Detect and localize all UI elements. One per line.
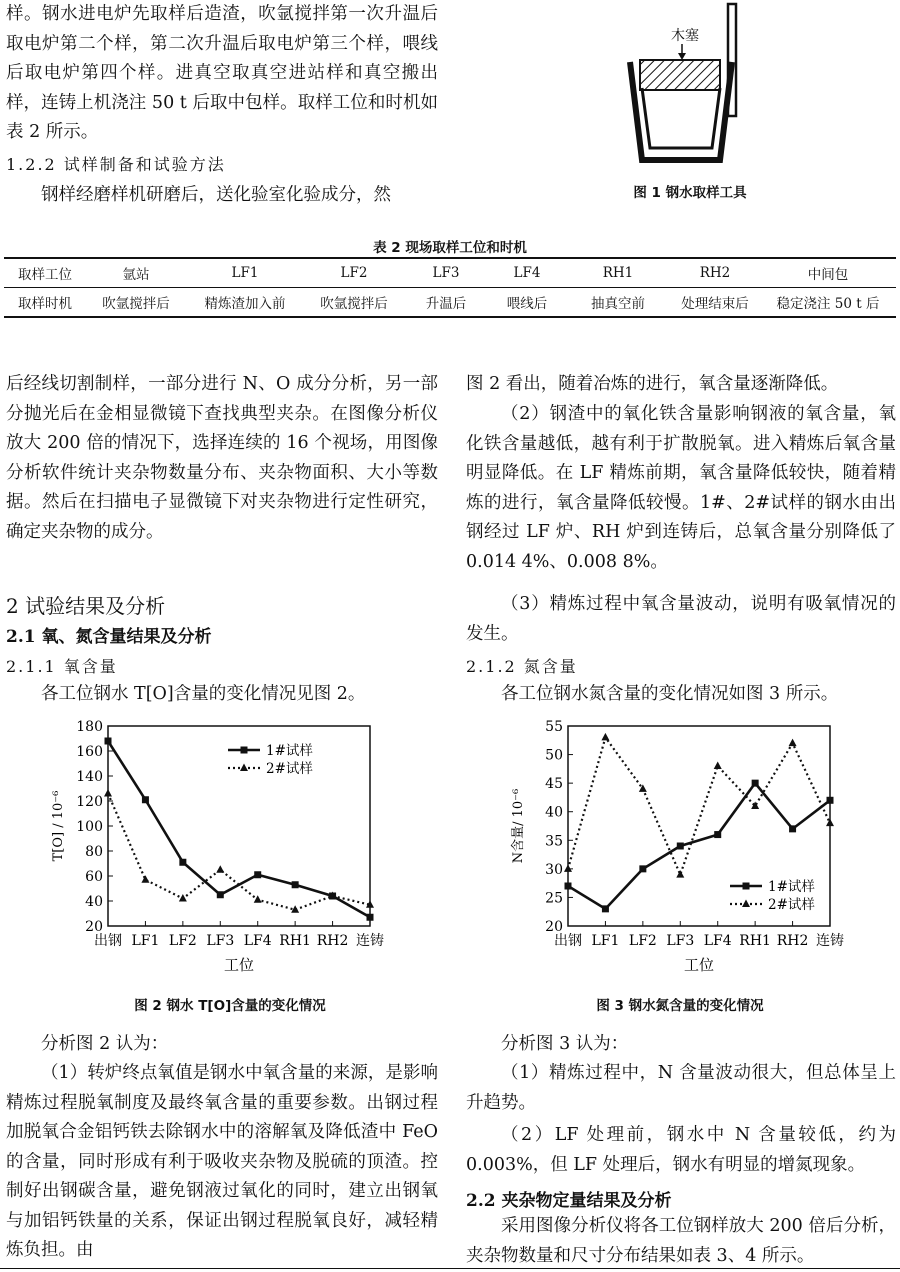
- data-point: [141, 875, 149, 883]
- prep-paragraph: 钢样经磨样机研磨后，送化验室化验成分，然: [41, 185, 391, 205]
- data-point: [827, 797, 834, 804]
- data-point: [751, 802, 759, 810]
- legend-label: 2#试样: [768, 897, 815, 913]
- data-point: [752, 780, 759, 787]
- x-axis-label: 工位: [223, 956, 255, 974]
- table-cell: RH2: [699, 265, 731, 281]
- analysis3-intro: 分析图 3 认为：: [501, 1034, 629, 1054]
- table-cell: RH1: [602, 265, 634, 281]
- figure1-caption: 图 1 钢水取样工具: [633, 185, 747, 201]
- table-cell: 稳定浇注 50 t 后: [776, 296, 880, 312]
- data-point: [104, 789, 112, 797]
- data-point: [601, 733, 609, 741]
- y-tick-label: 20: [85, 919, 103, 935]
- data-point: [367, 914, 374, 921]
- series-line-2: [108, 794, 370, 910]
- legend-label: 2#试样: [266, 761, 313, 777]
- intro-paragraph: 样。钢水进电炉先取样后造渣，吹氩搅拌第一次升温后取电炉第二个样，第二次升温后取电炉第三个样，喂线后取电炉第四个样。进真空取真空进站样和真空搬出样，连铸上机浇注 50 t 后取中包样。取样工位和时机如表 2 所示。: [6, 4, 438, 142]
- y-tick-label: 20: [545, 919, 563, 935]
- y-tick-label: 140: [76, 769, 103, 785]
- x-tick-label: LF4: [243, 933, 272, 949]
- legend-marker: [241, 747, 248, 754]
- data-point: [142, 796, 149, 803]
- table-cell: 中间包: [807, 267, 849, 283]
- legend-label: 1#试样: [266, 743, 313, 759]
- sampling-tool-figure: [615, 0, 765, 175]
- oxygen-intro: 各工位钢水 T[O]含量的变化情况见图 2。: [41, 684, 366, 704]
- x-tick-label: RH1: [279, 933, 311, 949]
- y-tick-label: 60: [85, 869, 103, 885]
- data-point: [292, 881, 299, 888]
- nitrogen-intro: 各工位钢水氮含量的变化情况如图 3 所示。: [501, 684, 839, 704]
- data-point: [826, 819, 834, 827]
- table-cell: 精炼渣加入前: [204, 296, 286, 312]
- data-point: [676, 870, 684, 878]
- data-point: [714, 831, 721, 838]
- analysis2-point3: （3）精炼过程中氧含量波动，说明有吸氧情况的发生。: [466, 594, 896, 644]
- y-tick-label: 40: [85, 894, 103, 910]
- table-cell: 吹氩搅拌后: [320, 296, 388, 312]
- y-tick-label: 55: [545, 719, 563, 735]
- table-cell: 升温后: [425, 296, 467, 312]
- data-point: [639, 865, 646, 872]
- oxygen-chart: [40, 718, 400, 983]
- data-point: [714, 762, 722, 770]
- table2-title: 表 2 现场取样工位和时机: [373, 240, 527, 256]
- y-axis-label: T[O] / 10⁻⁶: [51, 790, 66, 862]
- x-tick-label: LF3: [206, 933, 235, 949]
- y-tick-label: 35: [545, 833, 563, 850]
- y-tick-label: 160: [76, 744, 103, 760]
- x-tick-label: LF3: [666, 933, 695, 949]
- x-tick-label: LF2: [628, 933, 657, 949]
- table2: [4, 257, 896, 318]
- data-point: [677, 843, 684, 850]
- table-cell: LF3: [432, 265, 460, 281]
- section-2-1-1-heading: 2.1.1 氧含量: [6, 657, 118, 676]
- section-2-1-2-heading: 2.1.2 氮含量: [466, 657, 578, 676]
- x-tick-label: 出钢: [94, 933, 122, 949]
- y-tick-label: 50: [545, 747, 563, 764]
- y-tick-label: 100: [76, 819, 103, 835]
- data-point: [179, 859, 186, 866]
- section-2-heading: 2 试验结果及分析: [6, 594, 166, 618]
- section-1-2-2-heading: 1.2.2 试样制备和试验方法: [6, 155, 226, 174]
- data-point: [789, 825, 796, 832]
- trend-paragraph: 图 2 看出，随着冶炼的进行，氧含量逐渐降低。: [466, 374, 839, 394]
- table-cell: 抽真空前: [591, 296, 645, 312]
- section-2-1-heading: 2.1 氧、氮含量结果及分析: [6, 627, 212, 647]
- analysis2-point2: （2）钢渣中的氧化铁含量影响钢液的氧含量，氧化铁含量越低，越有利于扩散脱氧。进入精炼后氧含量明显降低。在 LF 精炼前期，氧含量降低较快，随着精炼的进行，氧含量降低较慢。1#、2#试样的钢水由出钢经过 LF 炉、RH 炉到连铸后，总氧含量分别降低了 0.014 4%、0.008 8%。: [466, 404, 896, 572]
- legend-marker: [240, 764, 248, 772]
- legend-marker: [743, 883, 750, 890]
- x-tick-label: RH2: [776, 933, 809, 949]
- inclusion-paragraph: 采用图像分析仪将各工位钢样放大 200 倍后分析，夹杂物数量和尺寸分布结果如表 3、4 所示。: [466, 1216, 896, 1266]
- method-paragraph: 后经线切割制样，一部分进行 N、O 成分分析，另一部分抛光后在金相显微镜下查找典型夹杂。在图像分析仪放大 200 倍的情况下，选择连续的 16 个视场，用图像分析软件统计夹杂物数量分布、夹杂物面积、大小等数据。然后在扫描电子显微镜下对夹杂物进行定性研究，确定夹杂物的成分。: [6, 374, 438, 542]
- table-cell: LF4: [513, 265, 541, 281]
- analysis3-point1: （1）精炼过程中，N 含量波动很大，但总体呈上升趋势。: [466, 1063, 896, 1113]
- y-tick-label: 80: [85, 844, 103, 860]
- analysis2-point1: （1）转炉终点氧值是钢水中氧含量的来源，是影响精炼过程脱氧制度及最终氧含量的重要参数。出钢过程加脱氧合金铝钙铁去除钢水中的溶解氧及降低渣中 FeO 的含量，同时形成有利于吸收夹杂物及脱硫的顶渣。控制好出钢碳含量，避免钢液过氧化的同时，建立出钢氧与加铝钙铁量的关系，保证出钢过程脱氧良好，减轻精炼负担。由: [6, 1063, 438, 1260]
- legend-label: 1#试样: [768, 879, 815, 895]
- y-axis-label: N含量/ 10⁻⁶: [511, 788, 526, 864]
- table-cell: 氩站: [122, 267, 150, 283]
- data-point: [216, 865, 224, 873]
- table-cell: LF2: [340, 265, 368, 281]
- section-2-2-heading: 2.2 夹杂物定量结果及分析: [466, 1191, 672, 1211]
- x-tick-label: LF1: [131, 933, 160, 949]
- x-tick-label: LF4: [703, 933, 732, 949]
- table-cell: 处理结束后: [681, 296, 749, 312]
- figure3-caption: 图 3 钢水氮含量的变化情况: [596, 998, 764, 1014]
- series-line-2: [568, 737, 830, 874]
- y-tick-label: 40: [545, 804, 563, 821]
- x-tick-label: LF1: [591, 933, 620, 949]
- x-tick-label: LF2: [168, 933, 197, 949]
- data-point: [789, 739, 797, 747]
- figure2-caption: 图 2 钢水 T[O]含量的变化情况: [134, 998, 326, 1014]
- table-cell: 吹氩搅拌后: [102, 296, 170, 312]
- data-point: [254, 871, 261, 878]
- y-tick-label: 180: [76, 719, 103, 735]
- y-tick-label: 25: [545, 890, 563, 907]
- analysis3-point2: （2）LF 处理前，钢水中 N 含量较低，约为 0.003%，但 LF 处理后，钢水有明显的增氮现象。: [466, 1125, 896, 1175]
- x-tick-label: 连铸: [356, 933, 384, 949]
- analysis2-intro: 分析图 2 认为：: [41, 1034, 169, 1054]
- table-row: [4, 288, 896, 317]
- y-tick-label: 120: [76, 794, 103, 810]
- data-point: [602, 905, 609, 912]
- data-point: [217, 891, 224, 898]
- bottom-rule: [0, 1268, 900, 1269]
- x-tick-label: 出钢: [554, 933, 582, 949]
- legend-marker: [742, 900, 750, 908]
- y-tick-label: 45: [545, 776, 563, 793]
- table-cell: LF1: [231, 265, 259, 281]
- x-tick-label: 连铸: [816, 933, 844, 949]
- table-cell: 取样工位: [18, 267, 72, 283]
- plug-label: 木塞: [671, 28, 699, 44]
- data-point: [564, 864, 572, 872]
- x-tick-label: RH2: [316, 933, 349, 949]
- x-axis-label: 工位: [683, 956, 715, 974]
- x-tick-label: RH1: [739, 933, 771, 949]
- data-point: [565, 883, 572, 890]
- nitrogen-chart: [500, 718, 860, 983]
- data-point: [105, 738, 112, 745]
- table-cell: 喂线后: [506, 296, 548, 312]
- y-tick-label: 30: [545, 861, 563, 878]
- table-row: [4, 259, 896, 288]
- table-cell: 取样时机: [18, 296, 72, 312]
